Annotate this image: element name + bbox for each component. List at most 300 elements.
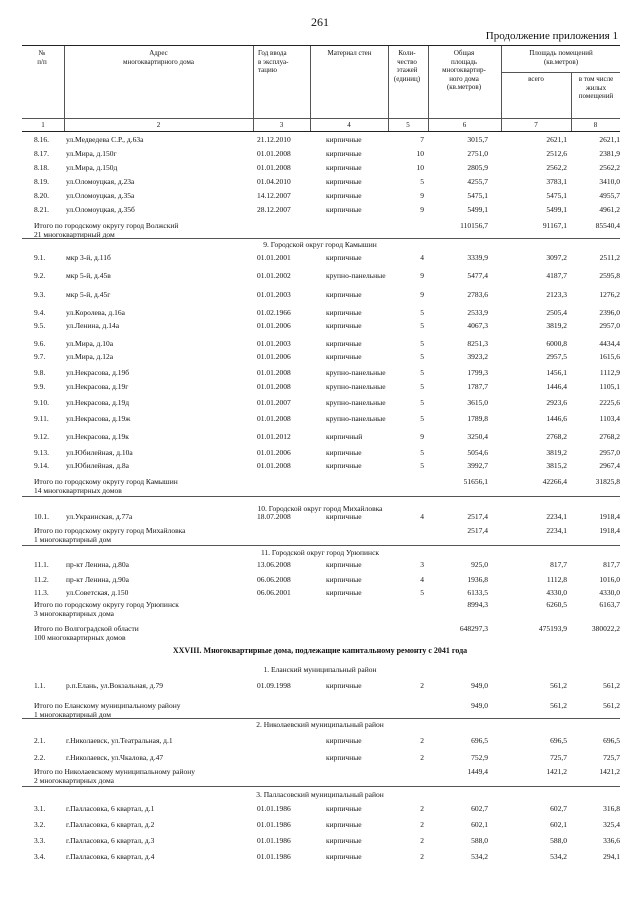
total-label: Итого по городскому округу город Камышин 14 многоквартирных домов xyxy=(34,477,178,495)
header-area-all: всего xyxy=(528,75,544,83)
row-floors: 9 xyxy=(420,271,424,280)
row-total-area: 1789,8 xyxy=(467,414,488,423)
row-year: 01.01.2008 xyxy=(257,382,291,391)
row-address: ул.Оломоуцкая, д.23а xyxy=(66,177,135,186)
row-total-area: 588,0 xyxy=(471,836,488,845)
row-year: 13.06.2008 xyxy=(257,560,291,569)
row-address: г.Николаевск, ул.Театральная, д.1 xyxy=(66,736,173,745)
row-material: крупно-панельные xyxy=(326,382,386,391)
row-area-living: 1105,1 xyxy=(599,382,620,391)
row-year: 01.01.2003 xyxy=(257,290,291,299)
row-area-living: 2396,0 xyxy=(599,308,620,317)
row-address: ул.Ленина, д.14а xyxy=(66,321,120,330)
row-area-all: 534,2 xyxy=(550,852,567,861)
table-row xyxy=(0,367,640,379)
row-material: кирпичные xyxy=(326,461,362,470)
row-floors: 4 xyxy=(420,512,424,521)
total-area: 110156,7 xyxy=(460,221,488,230)
row-area-living: 1103,4 xyxy=(599,414,620,423)
row-year: 01.09.1998 xyxy=(257,681,291,690)
row-address: ул.Некрасова, д.19г xyxy=(66,382,129,391)
total-area-living: 561,2 xyxy=(603,701,620,710)
row-year: 01.02.1966 xyxy=(257,308,291,317)
section-heading: 11. Городской округ город Урюпинск xyxy=(260,548,380,557)
row-number: 9.8. xyxy=(34,368,46,377)
row-area-all: 3097,2 xyxy=(546,253,567,262)
row-total-area: 5475,1 xyxy=(467,191,488,200)
row-total-area: 5499,1 xyxy=(467,205,488,214)
table-row xyxy=(0,587,640,599)
row-floors: 9 xyxy=(420,205,424,214)
row-year: 01.01.2008 xyxy=(257,163,291,172)
row-area-living: 336,6 xyxy=(603,836,620,845)
row-area-living: 2381,9 xyxy=(599,149,620,158)
row-floors: 5 xyxy=(420,321,424,330)
row-number: 8.21. xyxy=(34,205,49,214)
row-year: 06.06.2001 xyxy=(257,588,291,597)
row-address: ул.Некрасова, д.19д xyxy=(66,398,130,407)
row-number: 8.16. xyxy=(34,135,49,144)
total-area-all: 561,2 xyxy=(550,701,567,710)
col-number-1: 1 xyxy=(41,121,45,129)
table-row xyxy=(0,190,640,202)
table-row xyxy=(0,289,640,301)
row-number: 8.20. xyxy=(34,191,49,200)
total-area-living: 1421,2 xyxy=(599,767,620,776)
row-area-living: 725,7 xyxy=(603,753,620,762)
table-row xyxy=(0,819,640,831)
row-area-living: 1918,4 xyxy=(599,512,620,521)
row-year: 01.01.2006 xyxy=(257,321,291,330)
row-area-all: 4330,0 xyxy=(546,588,567,597)
row-number: 8.19. xyxy=(34,177,49,186)
row-area-all: 2621,1 xyxy=(546,135,567,144)
total-label: Итого по городскому округу город Волжский 21 многоквартирный дом xyxy=(34,221,179,239)
row-area-living: 561,2 xyxy=(603,681,620,690)
row-area-all: 2234,1 xyxy=(546,512,567,521)
row-year: 18.07.2008 xyxy=(257,512,291,521)
row-material: крупно-панельные xyxy=(326,271,386,280)
row-total-area: 696,5 xyxy=(471,736,488,745)
row-area-all: 2957,5 xyxy=(546,352,567,361)
row-area-living: 316,8 xyxy=(603,804,620,813)
row-area-living: 2957,0 xyxy=(599,448,620,457)
row-year: 01.01.1986 xyxy=(257,852,291,861)
row-floors: 7 xyxy=(420,135,424,144)
total-label: Итого по Еланскому муниципальному району 1 многоквартирный дом xyxy=(34,701,181,719)
row-address: г.Палласовка, 6 квартал, д.2 xyxy=(66,820,155,829)
row-address: г.Николаевск, ул.Чкалова, д.47 xyxy=(66,753,164,762)
row-area-all: 2512,6 xyxy=(546,149,567,158)
row-area-all: 602,7 xyxy=(550,804,567,813)
row-area-all: 3819,2 xyxy=(546,448,567,457)
total-area-living: 1918,4 xyxy=(599,526,620,535)
row-total-area: 949,0 xyxy=(471,681,488,690)
table-row xyxy=(0,307,640,319)
row-number: 11.3. xyxy=(34,588,49,597)
row-total-area: 1936,8 xyxy=(467,575,488,584)
row-total-area: 8251,3 xyxy=(467,339,488,348)
divider xyxy=(22,718,620,719)
row-address: мкр 5-й, д.45в xyxy=(66,271,111,280)
row-total-area: 752,9 xyxy=(471,753,488,762)
row-area-all: 2123,3 xyxy=(546,290,567,299)
row-area-all: 4187,7 xyxy=(546,271,567,280)
table-row xyxy=(0,148,640,160)
header-area-living: в том числе жилых помещений xyxy=(578,75,614,100)
row-year: 06.06.2008 xyxy=(257,575,291,584)
row-floors: 2 xyxy=(420,804,424,813)
total-area-all: 6260,5 xyxy=(546,600,567,609)
header-material: Материал стен xyxy=(327,49,372,57)
row-number: 3.1. xyxy=(34,804,46,813)
table-row xyxy=(0,351,640,363)
row-number: 9.13. xyxy=(34,448,49,457)
row-area-all: 588,0 xyxy=(550,836,567,845)
row-address: р.п.Елань, ул.Вокзальная, д.79 xyxy=(66,681,163,690)
total-label: Итого по городскому округу город Михайловка 1 многоквартирный дом xyxy=(34,526,186,544)
row-address: ул.Оломоуцкая, д.35а xyxy=(66,191,135,200)
row-year: 01.01.2002 xyxy=(257,271,291,280)
row-floors: 2 xyxy=(420,681,424,690)
divider xyxy=(22,496,620,497)
row-year: 01.01.2008 xyxy=(257,414,291,423)
section-heading: 2. Николаевский муниципальный район xyxy=(256,720,384,729)
row-total-area: 2533,9 xyxy=(467,308,488,317)
row-area-all: 3783,1 xyxy=(546,177,567,186)
row-address: ул.Некрасова, д.19ж xyxy=(66,414,131,423)
row-total-area: 5477,4 xyxy=(467,271,488,280)
row-total-area: 3250,4 xyxy=(467,432,488,441)
row-floors: 5 xyxy=(420,339,424,348)
row-address: ул.Оломоуцкая, д.35б xyxy=(66,205,135,214)
row-year: 28.12.2007 xyxy=(257,205,291,214)
row-area-living: 817,7 xyxy=(603,560,620,569)
row-total-area: 1799,3 xyxy=(467,368,488,377)
row-area-living: 2511,2 xyxy=(599,253,620,262)
col-number-8: 8 xyxy=(593,121,598,129)
row-area-all: 1446,4 xyxy=(546,382,567,391)
row-material: кирпичные xyxy=(326,804,362,813)
row-material: кирпичный xyxy=(326,432,363,441)
row-area-living: 1276,2 xyxy=(599,290,620,299)
header-num: № п/п xyxy=(37,49,47,66)
row-address: ул.Мира, д.10а xyxy=(66,339,114,348)
col-number-5: 5 xyxy=(406,121,410,129)
table-row xyxy=(0,460,640,472)
row-material: кирпичные xyxy=(326,448,362,457)
row-address: ул.Украинская, д.77а xyxy=(66,512,133,521)
table-row xyxy=(0,134,640,146)
divider xyxy=(22,786,620,787)
row-address: ул.Некрасова, д.19б xyxy=(66,368,130,377)
row-material: кирпичные xyxy=(326,191,362,200)
row-number: 1.1. xyxy=(34,681,46,690)
row-number: 2.2. xyxy=(34,753,46,762)
total-label: Итого по Волгоградской области 100 многоквартирных домов xyxy=(34,624,139,642)
row-address: пр-кт Ленина, д.80а xyxy=(66,560,129,569)
row-floors: 2 xyxy=(420,820,424,829)
row-floors: 5 xyxy=(420,398,424,407)
section-heading: 1. Еланский муниципальный район xyxy=(263,665,377,674)
total-area-all: 42266,4 xyxy=(542,477,567,486)
row-material: кирпичные xyxy=(326,290,362,299)
total-area: 2517,4 xyxy=(467,526,488,535)
row-area-living: 2225,6 xyxy=(599,398,620,407)
row-address: ул.Юбилейная, д.10а xyxy=(66,448,133,457)
row-material: кирпичные xyxy=(326,560,362,569)
row-area-all: 2923,6 xyxy=(546,398,567,407)
row-total-area: 4067,3 xyxy=(467,321,488,330)
row-floors: 2 xyxy=(420,753,424,762)
table-row xyxy=(0,162,640,174)
row-number: 11.1. xyxy=(34,560,49,569)
row-floors: 3 xyxy=(420,560,424,569)
row-number: 2.1. xyxy=(34,736,46,745)
row-total-area: 602,7 xyxy=(471,804,488,813)
row-material: кирпичные xyxy=(326,177,362,186)
row-number: 9.12. xyxy=(34,432,49,441)
row-material: кирпичные xyxy=(326,163,362,172)
row-year: 01.01.2003 xyxy=(257,339,291,348)
table-row xyxy=(0,752,640,764)
row-address: ул.Медведева С.Р., д.63а xyxy=(66,135,144,144)
row-material: кирпичные xyxy=(326,308,362,317)
row-year: 01.01.2008 xyxy=(257,149,291,158)
row-area-all: 2505,4 xyxy=(546,308,567,317)
row-floors: 10 xyxy=(416,163,424,172)
row-area-living: 1016,0 xyxy=(599,575,620,584)
table-row xyxy=(0,803,640,815)
row-material: кирпичные xyxy=(326,352,362,361)
row-area-living: 4955,7 xyxy=(599,191,620,200)
total-area: 648297,3 xyxy=(459,624,488,633)
row-area-living: 2957,0 xyxy=(599,321,620,330)
row-area-all: 3819,2 xyxy=(546,321,567,330)
row-floors: 4 xyxy=(420,575,424,584)
row-number: 11.2. xyxy=(34,575,49,584)
row-material: кирпичные xyxy=(326,820,362,829)
row-floors: 5 xyxy=(420,461,424,470)
row-material: кирпичные xyxy=(326,135,362,144)
row-number: 9.4. xyxy=(34,308,46,317)
row-year: 21.12.2010 xyxy=(257,135,291,144)
row-number: 8.17. xyxy=(34,149,49,158)
table-row xyxy=(0,270,640,282)
total-area: 51656,1 xyxy=(463,477,488,486)
total-area-living: 31825,8 xyxy=(595,477,620,486)
row-total-area: 6133,5 xyxy=(467,588,488,597)
total-label: Итого по городскому округу город Урюпинск 3 многоквартирных дома xyxy=(34,600,179,618)
row-area-living: 2621,1 xyxy=(599,135,620,144)
header-address: Адрес многоквартирного дома xyxy=(123,49,194,66)
row-number: 9.11. xyxy=(34,414,49,423)
row-floors: 5 xyxy=(420,368,424,377)
total-area-living: 85540,4 xyxy=(595,221,620,230)
table-header xyxy=(22,45,620,132)
row-material: кирпичные xyxy=(326,588,362,597)
row-total-area: 1787,7 xyxy=(467,382,488,391)
row-address: г.Палласовка, 6 квартал, д.3 xyxy=(66,836,155,845)
row-area-living: 294,1 xyxy=(603,852,620,861)
divider xyxy=(22,545,620,546)
row-material: крупно-панельные xyxy=(326,368,386,377)
row-material: крупно-панельные xyxy=(326,414,386,423)
header-year: Год ввода в эксплуа- тацию xyxy=(258,49,289,74)
row-area-living: 2967,4 xyxy=(599,461,620,470)
row-area-living: 3410,0 xyxy=(599,177,620,186)
table-row xyxy=(0,204,640,216)
row-floors: 9 xyxy=(420,191,424,200)
row-floors: 5 xyxy=(420,352,424,361)
row-floors: 5 xyxy=(420,382,424,391)
section-heading: 9. Городской округ город Камышин xyxy=(263,240,377,249)
row-material: кирпичные xyxy=(326,575,362,584)
header-total-area: Общая площадь многоквартир- ного дома (кв.метров) xyxy=(442,49,486,91)
row-area-living: 1112,9 xyxy=(599,368,620,377)
table-row xyxy=(0,176,640,188)
total-area-all: 91167,1 xyxy=(542,221,567,230)
row-year: 01.01.2008 xyxy=(257,461,291,470)
row-area-all: 5499,1 xyxy=(546,205,567,214)
row-area-all: 1456,1 xyxy=(546,368,567,377)
total-area: 1449,4 xyxy=(467,767,488,776)
header-area-group: Площадь помещений (кв.метров) xyxy=(529,49,593,66)
row-area-all: 5475,1 xyxy=(546,191,567,200)
table-row xyxy=(0,559,640,571)
table-row xyxy=(0,511,640,523)
row-floors: 2 xyxy=(420,836,424,845)
page-number: 261 xyxy=(311,15,329,29)
row-area-living: 325,4 xyxy=(603,820,620,829)
row-material: кирпичные xyxy=(326,836,362,845)
row-floors: 9 xyxy=(420,432,424,441)
row-address: мкр 5-й, д.45г xyxy=(66,290,111,299)
row-area-all: 1112,8 xyxy=(546,575,567,584)
row-number: 10.1. xyxy=(34,512,49,521)
row-number: 9.14. xyxy=(34,461,49,470)
row-number: 9.9. xyxy=(34,382,46,391)
section-heading: 3. Палласовский муниципальный район xyxy=(256,790,384,799)
total-area: 8994,3 xyxy=(467,600,488,609)
row-area-living: 2768,2 xyxy=(599,432,620,441)
row-floors: 5 xyxy=(420,448,424,457)
section-heading: 10. Городской округ город Михайловка xyxy=(257,504,383,513)
row-year: 01.04.2010 xyxy=(257,177,291,186)
row-address: ул.Королева, д.16а xyxy=(66,308,125,317)
row-total-area: 5054,6 xyxy=(467,448,488,457)
row-year: 14.12.2007 xyxy=(257,191,291,200)
row-floors: 9 xyxy=(420,290,424,299)
row-material: кирпичные xyxy=(326,253,362,262)
row-area-living: 2562,2 xyxy=(599,163,620,172)
row-total-area: 3923,2 xyxy=(467,352,488,361)
row-floors: 5 xyxy=(420,588,424,597)
total-area-all: 1421,2 xyxy=(546,767,567,776)
table-row xyxy=(0,735,640,747)
row-address: г.Палласовка, 6 квартал, д.1 xyxy=(66,804,155,813)
total-label: Итого по Николаевскому муниципальному району 2 многоквартирных дома xyxy=(34,767,196,785)
row-total-area: 602,1 xyxy=(471,820,488,829)
row-floors: 5 xyxy=(420,308,424,317)
row-area-living: 2595,8 xyxy=(599,271,620,280)
row-year: 01.01.2006 xyxy=(257,352,291,361)
table-row xyxy=(0,413,640,425)
table-row xyxy=(0,447,640,459)
total-area-all: 2234,1 xyxy=(546,526,567,535)
row-material: кирпичные xyxy=(326,205,362,214)
row-address: ул.Мира, д.12а xyxy=(66,352,114,361)
col-number-2: 2 xyxy=(156,121,161,129)
table-row xyxy=(0,851,640,863)
row-total-area: 925,0 xyxy=(471,560,488,569)
row-address: ул.Мира, д.150г xyxy=(66,149,117,158)
table-row xyxy=(0,381,640,393)
row-material: кирпичные xyxy=(326,339,362,348)
row-number: 9.3. xyxy=(34,290,46,299)
row-area-all: 1446,6 xyxy=(546,414,567,423)
row-floors: 10 xyxy=(416,149,424,158)
row-area-all: 725,7 xyxy=(550,753,567,762)
row-year: 01.01.2006 xyxy=(257,448,291,457)
row-area-living: 1615,6 xyxy=(599,352,620,361)
row-area-all: 2768,2 xyxy=(546,432,567,441)
row-total-area: 2517,4 xyxy=(467,512,488,521)
row-year: 01.01.2007 xyxy=(257,398,291,407)
total-area-all: 475193,9 xyxy=(538,624,567,633)
row-area-all: 6000,8 xyxy=(546,339,567,348)
row-area-living: 4434,4 xyxy=(599,339,620,348)
row-address: г.Палласовка, 6 квартал, д.4 xyxy=(66,852,155,861)
table-row xyxy=(0,431,640,443)
row-material: кирпичные xyxy=(326,852,362,861)
row-number: 3.4. xyxy=(34,852,46,861)
row-total-area: 3339,9 xyxy=(467,253,488,262)
row-year: 01.01.1986 xyxy=(257,836,291,845)
total-area-living: 6163,7 xyxy=(599,600,620,609)
row-address: мкр 3-й, д.11б xyxy=(66,253,111,262)
row-number: 3.3. xyxy=(34,836,46,845)
row-total-area: 2805,9 xyxy=(467,163,488,172)
total-area: 949,0 xyxy=(471,701,488,710)
row-area-all: 817,7 xyxy=(550,560,567,569)
row-address: ул.Советская, д.150 xyxy=(66,588,129,597)
row-address: ул.Мира, д.150д xyxy=(66,163,118,172)
row-number: 9.2. xyxy=(34,271,46,280)
row-number: 8.18. xyxy=(34,163,49,172)
table-row xyxy=(0,320,640,332)
row-address: ул.Юбилейная, д.8а xyxy=(66,461,129,470)
col-number-4: 4 xyxy=(347,121,351,129)
row-area-all: 561,2 xyxy=(550,681,567,690)
row-area-all: 3815,2 xyxy=(546,461,567,470)
row-floors: 5 xyxy=(420,177,424,186)
row-floors: 2 xyxy=(420,852,424,861)
row-material: кирпичные xyxy=(326,321,362,330)
continuation-title: Продолжение приложения 1 xyxy=(485,30,618,42)
total-area-living: 380022,2 xyxy=(591,624,620,633)
col-number-7: 7 xyxy=(534,121,538,129)
table-row xyxy=(0,338,640,350)
row-material: кирпичные xyxy=(326,512,362,521)
table-row xyxy=(0,252,640,264)
row-year: 01.01.2001 xyxy=(257,253,291,262)
row-area-all: 2562,2 xyxy=(546,163,567,172)
row-total-area: 2783,6 xyxy=(467,290,488,299)
header-floors: Коли- чество этажей (единиц) xyxy=(393,49,421,83)
row-number: 9.1. xyxy=(34,253,46,262)
row-number: 9.6. xyxy=(34,339,46,348)
